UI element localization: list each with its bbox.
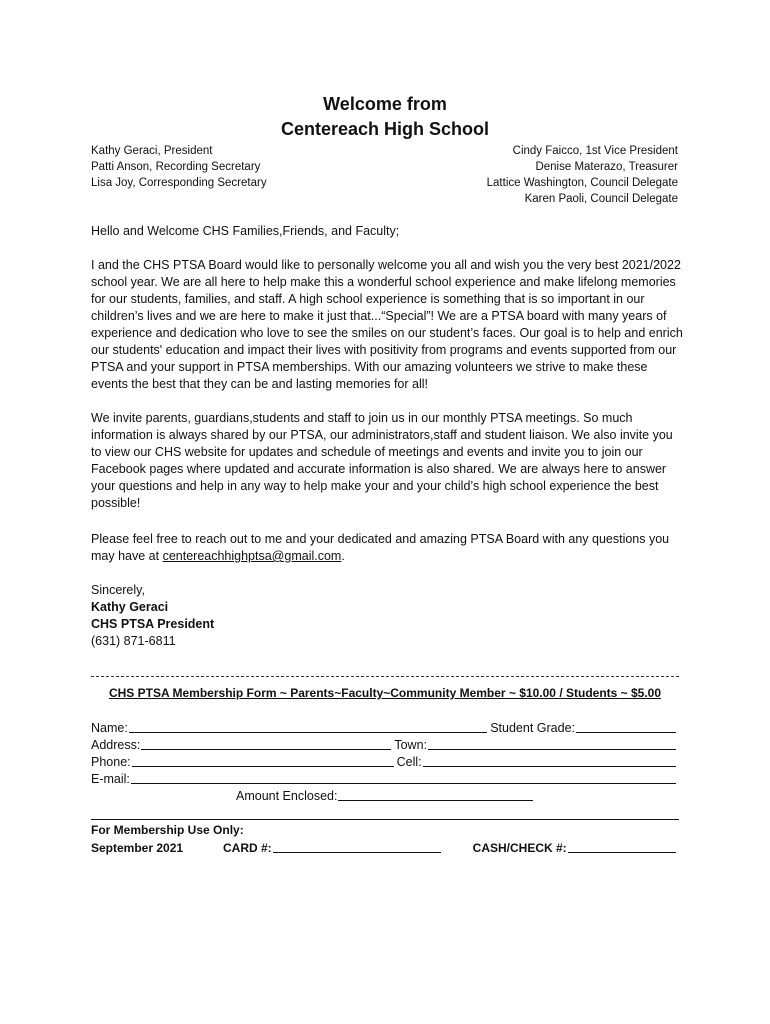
form-row-phone <box>91 755 679 769</box>
cash-label: CASH/CHECK #: <box>472 841 567 855</box>
signature-block <box>91 582 214 650</box>
form-row-name <box>91 721 679 735</box>
paragraph-3 <box>91 531 683 565</box>
officers-left <box>91 143 267 191</box>
officer-council-delegate-1: Lattice Washington, Council Delegate <box>486 177 678 189</box>
email-link[interactable]: centereachhighptsa@gmail.com <box>162 549 342 563</box>
paragraph-3-line-1: Please feel free to reach out to me and your dedicated and amazing PTSA Board with any questions you <box>91 532 670 546</box>
amount-field[interactable] <box>338 789 533 801</box>
membership-use-row <box>91 841 679 855</box>
paragraph-1-text: I and the CHS PTSA Board would like to personally welcome you all and wish you the very best 2021/2022 school year. We are all here to help make this a wonderful school experience and make lifelong memories for our students, families, and staff. A high school experience is something that is so important in our children’s lives and we are here to make it just that...“Special”! We are a PTSA board with many years of experience and dedication who love to see the smiles on our student’s faces. Our goal is to help and enrich our students' education and impact their lives with positivity from programs and events supported from our PTSA and your support in PTSA memberships. With our amazing volunteers we strive to make these events the best that they can be and lasting memories for all! <box>91 258 683 391</box>
paragraph-1 <box>91 257 683 393</box>
officer-vice-president: Cindy Faicco, 1st Vice President <box>512 145 678 157</box>
phone-field[interactable] <box>132 755 394 767</box>
title-line-1: Welcome from <box>323 94 447 114</box>
officer-corresponding-secretary: Lisa Joy, Corresponding Secretary <box>91 177 267 189</box>
divider-rule <box>91 819 679 820</box>
title-line-2: Centereach High School <box>280 119 490 139</box>
address-label: Address: <box>91 738 141 752</box>
town-field[interactable] <box>428 738 676 750</box>
address-field[interactable] <box>141 738 391 750</box>
form-title: CHS PTSA Membership Form ~ Parents~Faculty~Community Member ~ $10.00 / Students ~ $5.00 <box>108 686 662 700</box>
paragraph-2 <box>91 410 683 512</box>
officers-right <box>487 143 678 207</box>
name-label: Name: <box>91 721 128 735</box>
officer-treasurer: Denise Materazo, Treasurer <box>535 161 678 173</box>
period-label: September 2021 <box>91 841 184 855</box>
membership-use-label: For Membership Use Only: <box>91 823 244 837</box>
name-field[interactable] <box>129 721 487 733</box>
email-field[interactable] <box>131 772 676 784</box>
cut-line <box>91 676 679 677</box>
officer-president: Kathy Geraci, President <box>91 145 213 157</box>
cash-field[interactable] <box>568 841 676 853</box>
signer-phone: (631) 871-6811 <box>91 634 176 648</box>
form-row-amount <box>236 789 536 803</box>
amount-label: Amount Enclosed: <box>236 789 338 803</box>
cell-field[interactable] <box>423 755 676 767</box>
signer-name: Kathy Geraci <box>91 600 169 614</box>
form-row-address <box>91 738 679 752</box>
town-label: Town: <box>394 738 427 752</box>
paragraph-3-line-2 <box>91 548 683 565</box>
card-label: CARD #: <box>223 841 272 855</box>
grade-label: Student Grade: <box>490 721 575 735</box>
email-label: E-mail: <box>91 772 130 786</box>
signer-role: CHS PTSA President <box>91 617 215 631</box>
officer-council-delegate-2: Karen Paoli, Council Delegate <box>524 193 678 205</box>
greeting: Hello and Welcome CHS Families,Friends, and Faculty; <box>91 224 400 238</box>
officer-recording-secretary: Patti Anson, Recording Secretary <box>91 161 261 173</box>
paragraph-2-text: We invite parents, guardians,students and staff to join us in our monthly PTSA meetings. So much information is always shared by our PTSA, our administrators,staff and student liaison. We also invite you to view our CHS website for updates and schedule of meetings and events and invite you to join our Facebook pages where updated and accurate information is also shared. We are always here to answer your questions and help in any way to help make your and your child’s high school experience the best possible! <box>91 411 673 510</box>
closing: Sincerely, <box>91 583 145 597</box>
cell-label: Cell: <box>396 755 422 769</box>
paragraph-3-suffix: . <box>341 549 345 563</box>
grade-field[interactable] <box>576 721 676 733</box>
form-row-email <box>91 772 679 786</box>
paragraph-3-prefix: may have at <box>91 549 163 563</box>
card-field[interactable] <box>273 841 441 853</box>
phone-label: Phone: <box>91 755 131 769</box>
